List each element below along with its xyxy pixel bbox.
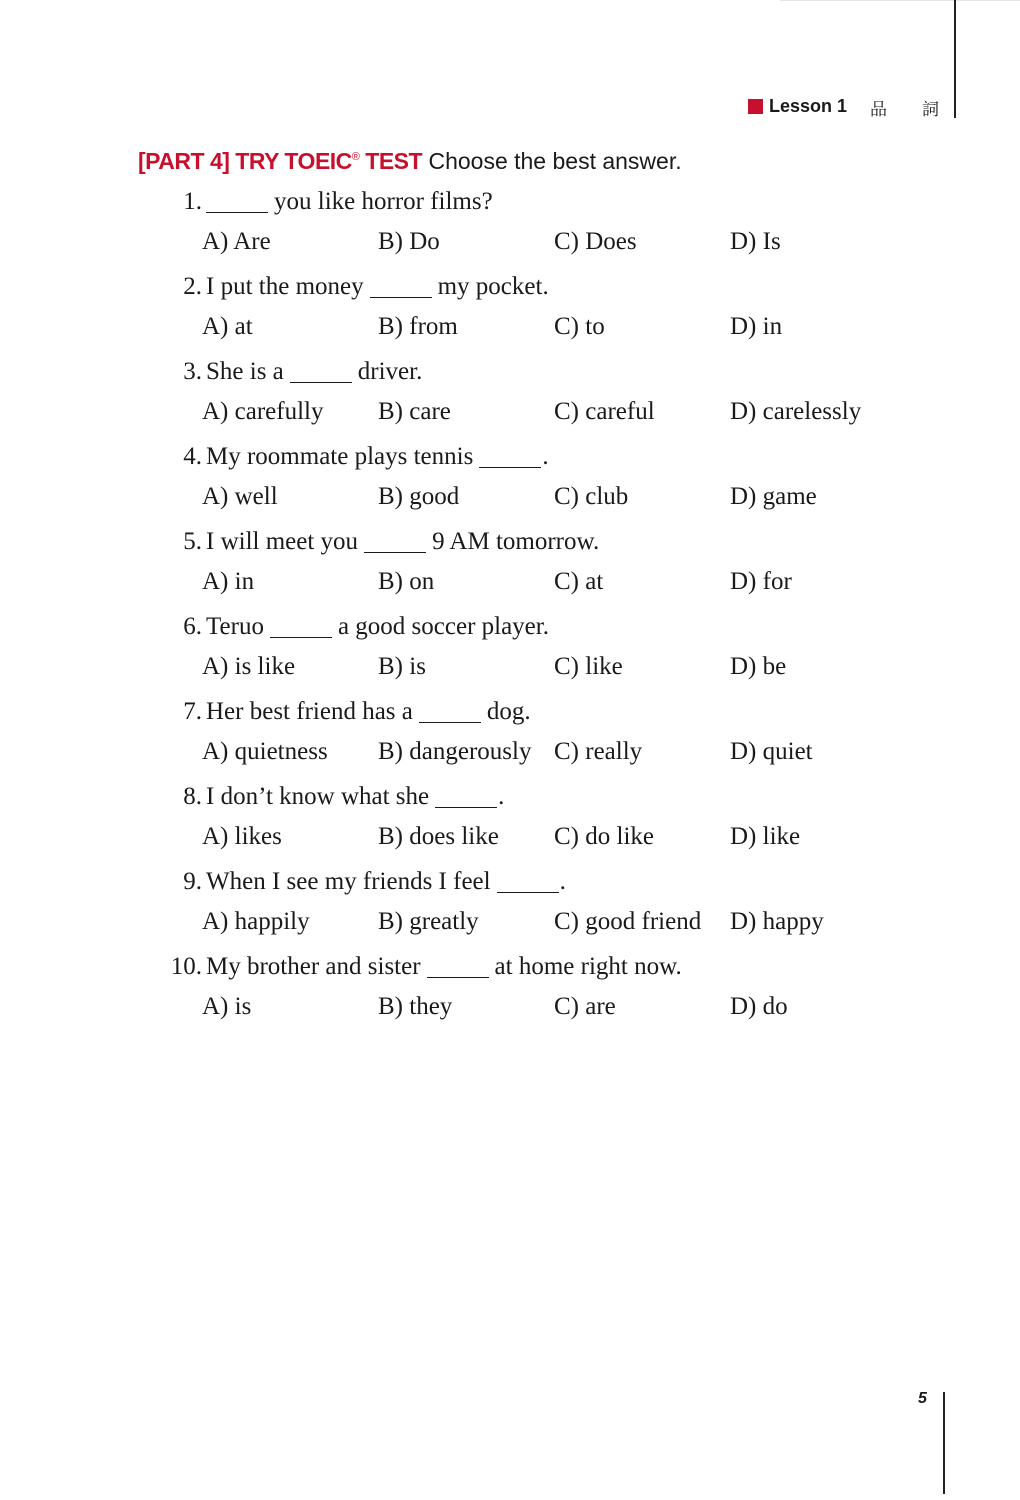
part-test-text: TEST (359, 148, 423, 174)
option-a: A) well (202, 483, 278, 510)
question-number: 7. (183, 698, 202, 725)
question-text-before: She is a (206, 358, 284, 385)
answer-blank (206, 192, 268, 213)
registered-mark: ® (351, 151, 360, 163)
question-stem (150, 949, 682, 985)
question-text-after: . (542, 443, 549, 470)
question-text-after: you like horror films? (274, 188, 493, 215)
option-c: C) like (554, 653, 623, 680)
option-a: A) likes (202, 823, 282, 850)
part-label (138, 148, 422, 174)
option-a: A) carefully (202, 398, 324, 425)
option-b: B) from (378, 313, 458, 340)
question-item (150, 439, 930, 524)
question-number: 8. (183, 783, 202, 810)
question-text (204, 698, 531, 726)
question-stem (150, 524, 599, 560)
option-a: A) at (202, 313, 253, 340)
option-c: C) club (554, 483, 629, 510)
red-square-icon (748, 99, 763, 114)
question-text-after: my pocket. (437, 273, 549, 300)
question-text-before: My brother and sister (206, 953, 421, 980)
question-text-before: When I see my friends I feel (206, 868, 491, 895)
question-text (204, 783, 504, 811)
option-d: D) like (730, 823, 801, 850)
option-b: B) care (378, 398, 451, 425)
answer-options (202, 224, 930, 260)
option-c: C) at (554, 568, 604, 595)
answer-options (202, 989, 930, 1025)
option-c: C) do like (554, 823, 654, 850)
question-text (204, 443, 549, 471)
answer-options (202, 649, 930, 685)
question-text-after: a good soccer player. (337, 613, 549, 640)
option-b: B) greatly (378, 908, 479, 935)
answer-options (202, 904, 930, 940)
answer-blank (370, 277, 432, 298)
question-text (204, 528, 599, 556)
part-label-text: [PART 4] TRY TOEIC (138, 148, 352, 174)
option-a: A) in (202, 568, 255, 595)
question-number: 1. (183, 188, 202, 215)
option-b: B) does like (378, 823, 499, 850)
question-text-before: Teruo (206, 613, 264, 640)
question-number: 5. (183, 528, 202, 555)
option-c: C) Does (554, 228, 637, 255)
answer-options (202, 819, 930, 855)
part-title (138, 140, 682, 178)
question-number: 3. (183, 358, 202, 385)
part-instruction: Choose the best answer. (428, 148, 682, 174)
question-item (150, 694, 930, 779)
question-text-before: I don’t know what she (206, 783, 430, 810)
lesson-header (748, 94, 939, 119)
header-divider-line (954, 0, 956, 118)
option-a: A) is like (202, 653, 296, 680)
question-stem (150, 779, 504, 815)
option-a: A) Are (202, 228, 271, 255)
answer-blank (419, 702, 481, 723)
answer-blank (479, 447, 541, 468)
question-text-after: driver. (357, 358, 423, 385)
answer-blank (364, 532, 426, 553)
question-text (204, 273, 549, 301)
option-d: D) quiet (730, 738, 813, 765)
question-stem (150, 864, 566, 900)
option-c: C) really (554, 738, 643, 765)
top-edge-rule (780, 0, 1020, 1)
lesson-kanji-2: 詞 (922, 100, 939, 119)
question-stem (150, 184, 493, 220)
answer-blank (270, 617, 332, 638)
answer-blank (435, 787, 497, 808)
lesson-label: Lesson 1 (769, 95, 848, 116)
question-stem (150, 694, 531, 730)
option-b: B) on (378, 568, 435, 595)
option-d: D) happy (730, 908, 824, 935)
question-text-after: at home right now. (494, 953, 682, 980)
question-stem (150, 439, 549, 475)
question-number: 6. (183, 613, 202, 640)
option-d: D) game (730, 483, 817, 510)
option-b: B) dangerously (378, 738, 532, 765)
question-text-before: I will meet you (206, 528, 359, 555)
question-text-before: I put the money (206, 273, 364, 300)
question-stem (150, 609, 549, 645)
question-text (204, 613, 549, 641)
option-c: C) good friend (554, 908, 702, 935)
question-item (150, 354, 930, 439)
option-b: B) they (378, 993, 453, 1020)
question-text (204, 188, 493, 216)
question-text-after: dog. (486, 698, 531, 725)
question-item (150, 524, 930, 609)
question-text (204, 868, 566, 896)
option-b: B) Do (378, 228, 440, 255)
question-number: 2. (183, 273, 202, 300)
answer-blank (497, 872, 559, 893)
answer-options (202, 309, 930, 345)
question-item (150, 949, 930, 1034)
footer-divider-line (943, 1392, 945, 1494)
option-d: D) be (730, 653, 787, 680)
option-d: D) in (730, 313, 783, 340)
question-stem (150, 354, 422, 390)
question-item (150, 864, 930, 949)
option-c: C) careful (554, 398, 655, 425)
question-item (150, 184, 930, 269)
answer-options (202, 734, 930, 770)
question-text-before: My roommate plays tennis (206, 443, 474, 470)
question-text-after: 9 AM tomorrow. (432, 528, 600, 555)
option-d: D) for (730, 568, 792, 595)
question-item (150, 609, 930, 694)
answer-blank (290, 362, 352, 383)
answer-options (202, 564, 930, 600)
question-text (204, 358, 422, 386)
answer-options (202, 479, 930, 515)
option-b: B) is (378, 653, 426, 680)
question-text-before: Her best friend has a (206, 698, 413, 725)
option-d: D) do (730, 993, 788, 1020)
lesson-kanji-1: 品 (870, 100, 887, 119)
question-list (150, 184, 930, 1034)
answer-blank (427, 957, 489, 978)
question-stem (150, 269, 549, 305)
answer-options (202, 394, 930, 430)
question-text-after: . (559, 868, 566, 895)
question-item (150, 269, 930, 354)
option-d: D) carelessly (730, 398, 862, 425)
option-a: A) is (202, 993, 252, 1020)
option-d: D) Is (730, 228, 781, 255)
option-a: A) quietness (202, 738, 328, 765)
question-item (150, 779, 930, 864)
option-a: A) happily (202, 908, 310, 935)
question-number: 4. (183, 443, 202, 470)
option-c: C) are (554, 993, 616, 1020)
option-b: B) good (378, 483, 460, 510)
question-number: 10. (170, 953, 202, 980)
page-number: 5 (918, 1390, 927, 1407)
question-number: 9. (183, 868, 202, 895)
question-text (204, 953, 682, 981)
option-c: C) to (554, 313, 605, 340)
question-text-after: . (498, 783, 505, 810)
